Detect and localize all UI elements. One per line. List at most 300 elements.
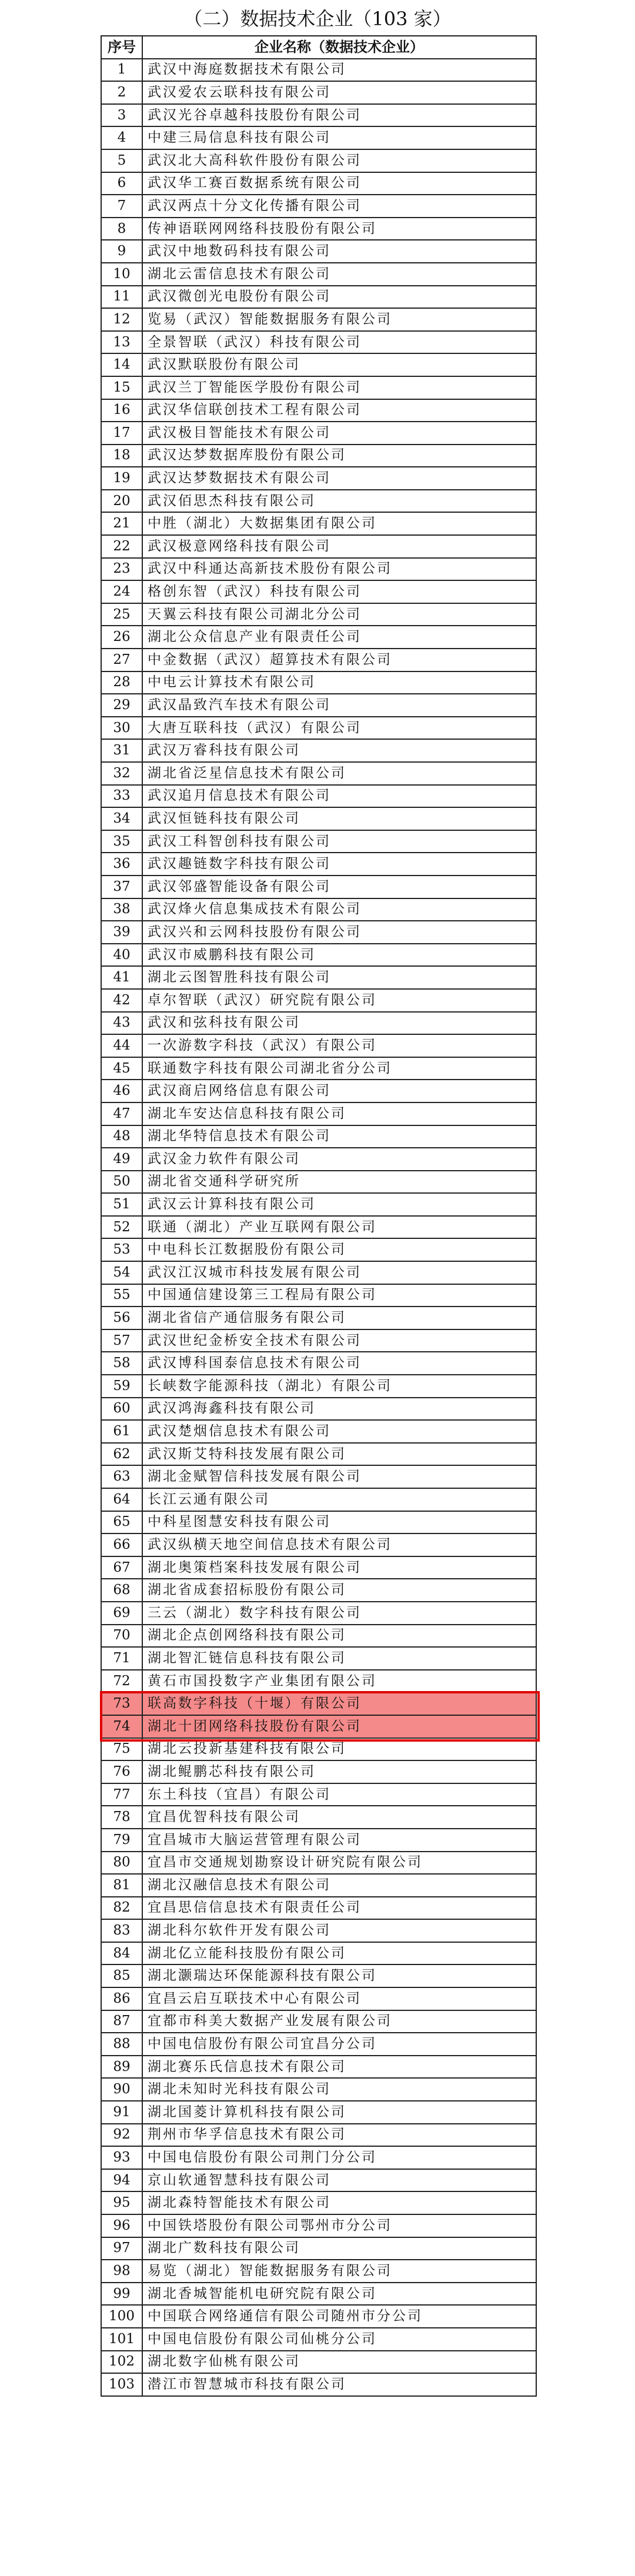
row-enterprise-name: 武汉华信联创技术工程有限公司 xyxy=(142,399,536,422)
row-enterprise-name: 武汉默联股份有限公司 xyxy=(142,353,536,376)
row-serial-number: 6 xyxy=(101,172,142,195)
table-row xyxy=(101,126,536,149)
row-serial-number: 25 xyxy=(101,603,142,626)
row-enterprise-name: 中电科长江数据股份有限公司 xyxy=(142,1238,536,1261)
row-enterprise-name: 易览（湖北）智能数据服务有限公司 xyxy=(142,2260,536,2283)
row-serial-number: 76 xyxy=(101,1760,142,1783)
row-serial-number: 30 xyxy=(101,717,142,740)
table-row xyxy=(101,1987,536,2010)
row-serial-number: 4 xyxy=(101,126,142,149)
table-row xyxy=(101,2237,536,2260)
row-serial-number: 26 xyxy=(101,626,142,649)
row-enterprise-name: 湖北亿立能科技股份有限公司 xyxy=(142,1942,536,1965)
row-serial-number: 20 xyxy=(101,490,142,513)
row-serial-number: 54 xyxy=(101,1261,142,1284)
row-serial-number: 99 xyxy=(101,2283,142,2306)
row-enterprise-name: 武汉金力软件有限公司 xyxy=(142,1148,536,1171)
row-serial-number: 3 xyxy=(101,104,142,127)
row-enterprise-name: 一次游数字科技（武汉）有限公司 xyxy=(142,1034,536,1057)
row-serial-number: 66 xyxy=(101,1533,142,1556)
row-enterprise-name: 全景智联（武汉）科技有限公司 xyxy=(142,331,536,354)
table-row xyxy=(101,2191,536,2214)
row-enterprise-name: 武汉和弦科技有限公司 xyxy=(142,1012,536,1035)
row-enterprise-name: 湖北灏瑞达环保能源科技有限公司 xyxy=(142,1964,536,1987)
row-serial-number: 12 xyxy=(101,308,142,331)
row-serial-number: 42 xyxy=(101,989,142,1012)
row-serial-number: 18 xyxy=(101,445,142,467)
row-serial-number: 2 xyxy=(101,81,142,104)
row-serial-number: 59 xyxy=(101,1375,142,1398)
header-enterprise-name: 企业名称（数据技术企业） xyxy=(142,36,536,59)
row-enterprise-name: 武汉达梦数据技术有限公司 xyxy=(142,467,536,490)
row-enterprise-name: 湖北汉融信息技术有限公司 xyxy=(142,1874,536,1897)
row-serial-number: 77 xyxy=(101,1783,142,1806)
row-enterprise-name: 湖北企点创网络科技有限公司 xyxy=(142,1625,536,1648)
row-serial-number: 35 xyxy=(101,830,142,853)
table-row xyxy=(101,1579,536,1602)
row-serial-number: 60 xyxy=(101,1398,142,1421)
row-serial-number: 84 xyxy=(101,1942,142,1965)
row-serial-number: 43 xyxy=(101,1012,142,1035)
row-enterprise-name: 武汉光谷卓越科技股份有限公司 xyxy=(142,104,536,127)
row-serial-number: 69 xyxy=(101,1602,142,1625)
row-serial-number: 81 xyxy=(101,1874,142,1897)
row-enterprise-name: 览易（武汉）智能数据服务有限公司 xyxy=(142,308,536,331)
row-serial-number: 39 xyxy=(101,921,142,944)
table-row xyxy=(101,2260,536,2283)
table-row xyxy=(101,1670,536,1693)
row-serial-number: 49 xyxy=(101,1148,142,1171)
row-enterprise-name: 武汉鸿海鑫科技有限公司 xyxy=(142,1398,536,1421)
row-enterprise-name: 武汉北大高科软件股份有限公司 xyxy=(142,149,536,172)
row-serial-number: 5 xyxy=(101,149,142,172)
row-serial-number: 24 xyxy=(101,580,142,603)
row-enterprise-name: 宜都市科美大数据产业发展有限公司 xyxy=(142,2010,536,2033)
row-serial-number: 103 xyxy=(101,2373,142,2396)
row-serial-number: 61 xyxy=(101,1420,142,1443)
row-enterprise-name: 长峡数字能源科技（湖北）有限公司 xyxy=(142,1375,536,1398)
table-row xyxy=(101,1738,536,1761)
table-row xyxy=(101,399,536,422)
table-row xyxy=(101,1080,536,1102)
table-row xyxy=(101,218,536,240)
table-row xyxy=(101,1375,536,1398)
row-serial-number: 73 xyxy=(101,1692,142,1715)
row-serial-number: 37 xyxy=(101,876,142,898)
row-enterprise-name: 湖北云雷信息技术有限公司 xyxy=(142,263,536,286)
table-row xyxy=(101,1625,536,1648)
row-serial-number: 65 xyxy=(101,1511,142,1534)
row-enterprise-name: 武汉爱农云联科技有限公司 xyxy=(142,81,536,104)
table-row xyxy=(101,2169,536,2192)
table-row xyxy=(101,966,536,989)
table-row xyxy=(101,535,536,558)
row-serial-number: 82 xyxy=(101,1897,142,1920)
table-row xyxy=(101,876,536,898)
row-enterprise-name: 中国通信建设第三工程局有限公司 xyxy=(142,1284,536,1307)
row-enterprise-name: 长江云通有限公司 xyxy=(142,1488,536,1511)
row-serial-number: 68 xyxy=(101,1579,142,1602)
row-enterprise-name: 湖北森特智能技术有限公司 xyxy=(142,2191,536,2214)
row-enterprise-name: 武汉世纪金桥安全技术有限公司 xyxy=(142,1329,536,1352)
table-body xyxy=(101,59,536,2396)
table-row xyxy=(101,558,536,581)
table-row xyxy=(101,2056,536,2079)
row-enterprise-name: 中建三局信息科技有限公司 xyxy=(142,126,536,149)
row-serial-number: 67 xyxy=(101,1556,142,1579)
row-serial-number: 75 xyxy=(101,1738,142,1761)
row-serial-number: 78 xyxy=(101,1806,142,1829)
table-row xyxy=(101,1012,536,1035)
table-row xyxy=(101,2033,536,2056)
row-serial-number: 48 xyxy=(101,1125,142,1148)
row-serial-number: 101 xyxy=(101,2328,142,2351)
table-row xyxy=(101,762,536,785)
table-row xyxy=(101,172,536,195)
table-row xyxy=(101,989,536,1012)
row-serial-number: 70 xyxy=(101,1625,142,1648)
row-serial-number: 28 xyxy=(101,671,142,694)
row-serial-number: 22 xyxy=(101,535,142,558)
table-row xyxy=(101,2101,536,2124)
row-serial-number: 50 xyxy=(101,1171,142,1194)
row-serial-number: 45 xyxy=(101,1057,142,1080)
row-enterprise-name: 中科星图慧安科技有限公司 xyxy=(142,1511,536,1534)
header-serial-number: 序号 xyxy=(101,36,142,59)
row-serial-number: 32 xyxy=(101,762,142,785)
row-serial-number: 44 xyxy=(101,1034,142,1057)
table-row xyxy=(101,1102,536,1125)
row-serial-number: 88 xyxy=(101,2033,142,2056)
table-row xyxy=(101,2351,536,2374)
row-enterprise-name: 武汉中地数码科技有限公司 xyxy=(142,240,536,263)
row-enterprise-name: 武汉晶致汽车技术有限公司 xyxy=(142,694,536,717)
row-serial-number: 93 xyxy=(101,2146,142,2169)
row-serial-number: 80 xyxy=(101,1852,142,1875)
row-enterprise-name: 武汉恒链科技有限公司 xyxy=(142,807,536,830)
row-enterprise-name: 中金数据（武汉）超算技术有限公司 xyxy=(142,649,536,671)
table-row xyxy=(101,2078,536,2101)
row-serial-number: 57 xyxy=(101,1329,142,1352)
row-serial-number: 74 xyxy=(101,1715,142,1738)
table-row xyxy=(101,1148,536,1171)
table-row xyxy=(101,921,536,944)
row-enterprise-name: 湖北公众信息产业有限责任公司 xyxy=(142,626,536,649)
row-enterprise-name: 武汉追月信息技术有限公司 xyxy=(142,785,536,808)
row-serial-number: 14 xyxy=(101,353,142,376)
table-row xyxy=(101,59,536,82)
row-serial-number: 97 xyxy=(101,2237,142,2260)
row-serial-number: 1 xyxy=(101,59,142,82)
table-row xyxy=(101,1216,536,1239)
row-serial-number: 72 xyxy=(101,1670,142,1693)
row-serial-number: 15 xyxy=(101,376,142,399)
table-row xyxy=(101,512,536,535)
row-enterprise-name: 湖北省成套招标股份有限公司 xyxy=(142,1579,536,1602)
row-enterprise-name: 湖北云图智胜科技有限公司 xyxy=(142,966,536,989)
table-row xyxy=(101,603,536,626)
row-serial-number: 51 xyxy=(101,1193,142,1216)
table-row xyxy=(101,104,536,127)
row-serial-number: 102 xyxy=(101,2351,142,2374)
row-serial-number: 38 xyxy=(101,898,142,921)
table-row xyxy=(101,331,536,354)
row-enterprise-name: 武汉兰丁智能医学股份有限公司 xyxy=(142,376,536,399)
table-row xyxy=(101,1874,536,1897)
table-row xyxy=(101,1964,536,1987)
table-row xyxy=(101,694,536,717)
row-enterprise-name: 武汉纵横天地空间信息技术有限公司 xyxy=(142,1533,536,1556)
table-row xyxy=(101,626,536,649)
row-enterprise-name: 武汉市威鹏科技有限公司 xyxy=(142,944,536,967)
table-row xyxy=(101,376,536,399)
table-row xyxy=(101,1171,536,1194)
row-enterprise-name: 湖北数字仙桃有限公司 xyxy=(142,2351,536,2374)
row-serial-number: 27 xyxy=(101,649,142,671)
table-row xyxy=(101,2305,536,2328)
row-serial-number: 11 xyxy=(101,286,142,309)
table-row xyxy=(101,1556,536,1579)
row-enterprise-name: 湖北十团网络科技股份有限公司 xyxy=(142,1715,536,1738)
row-serial-number: 58 xyxy=(101,1352,142,1375)
table-row xyxy=(101,467,536,490)
row-enterprise-name: 京山软通智慧科技有限公司 xyxy=(142,2169,536,2192)
table-row xyxy=(101,1852,536,1875)
table-row xyxy=(101,1760,536,1783)
table-row xyxy=(101,2283,536,2306)
table-row xyxy=(101,2010,536,2033)
row-enterprise-name: 大唐互联科技（武汉）有限公司 xyxy=(142,717,536,740)
row-enterprise-name: 宜昌思信信息技术有限责任公司 xyxy=(142,1897,536,1920)
row-serial-number: 29 xyxy=(101,694,142,717)
row-enterprise-name: 武汉烽火信息集成技术有限公司 xyxy=(142,898,536,921)
row-enterprise-name: 武汉中海庭数据技术有限公司 xyxy=(142,59,536,82)
row-serial-number: 17 xyxy=(101,422,142,445)
row-enterprise-name: 天翼云科技有限公司湖北分公司 xyxy=(142,603,536,626)
row-serial-number: 31 xyxy=(101,739,142,762)
table-row xyxy=(101,2146,536,2169)
table-row xyxy=(101,1057,536,1080)
table-row xyxy=(101,580,536,603)
row-enterprise-name: 湖北科尔软件开发有限公司 xyxy=(142,1919,536,1942)
row-serial-number: 98 xyxy=(101,2260,142,2283)
row-enterprise-name: 湖北国菱计算机科技有限公司 xyxy=(142,2101,536,2124)
table-row xyxy=(101,490,536,513)
row-serial-number: 34 xyxy=(101,807,142,830)
row-enterprise-name: 湖北车安达信息科技有限公司 xyxy=(142,1102,536,1125)
row-enterprise-name: 三云（湖北）数字科技有限公司 xyxy=(142,1602,536,1625)
row-serial-number: 47 xyxy=(101,1102,142,1125)
row-enterprise-name: 湖北省交通科学研究所 xyxy=(142,1171,536,1194)
row-serial-number: 89 xyxy=(101,2056,142,2079)
table-row xyxy=(101,785,536,808)
table-row xyxy=(101,308,536,331)
row-serial-number: 19 xyxy=(101,467,142,490)
table-row xyxy=(101,2124,536,2147)
table-row xyxy=(101,807,536,830)
table-row xyxy=(101,717,536,740)
row-enterprise-name: 武汉工科智创科技有限公司 xyxy=(142,830,536,853)
row-serial-number: 46 xyxy=(101,1080,142,1102)
table-row xyxy=(101,195,536,218)
row-enterprise-name: 武汉中科通达高新技术股份有限公司 xyxy=(142,558,536,581)
table-row xyxy=(101,2373,536,2396)
row-enterprise-name: 湖北省泛星信息技术有限公司 xyxy=(142,762,536,785)
row-serial-number: 52 xyxy=(101,1216,142,1239)
row-enterprise-name: 武汉两点十分文化传播有限公司 xyxy=(142,195,536,218)
row-enterprise-name: 湖北省信产通信服务有限公司 xyxy=(142,1307,536,1329)
row-enterprise-name: 武汉万睿科技有限公司 xyxy=(142,739,536,762)
table-row xyxy=(101,2214,536,2237)
row-enterprise-name: 武汉邻盛智能设备有限公司 xyxy=(142,876,536,898)
row-serial-number: 90 xyxy=(101,2078,142,2101)
table-row xyxy=(101,1193,536,1216)
row-serial-number: 92 xyxy=(101,2124,142,2147)
row-serial-number: 56 xyxy=(101,1307,142,1329)
row-serial-number: 36 xyxy=(101,853,142,876)
row-serial-number: 95 xyxy=(101,2191,142,2214)
row-serial-number: 33 xyxy=(101,785,142,808)
row-serial-number: 16 xyxy=(101,399,142,422)
row-serial-number: 13 xyxy=(101,331,142,354)
table-row xyxy=(101,853,536,876)
table-row xyxy=(101,1238,536,1261)
row-enterprise-name: 武汉商启网络信息有限公司 xyxy=(142,1080,536,1102)
table-row xyxy=(101,1488,536,1511)
row-enterprise-name: 黄石市国投数字产业集团有限公司 xyxy=(142,1670,536,1693)
row-serial-number: 41 xyxy=(101,966,142,989)
table-row xyxy=(101,240,536,263)
table-header-row xyxy=(101,36,536,59)
row-serial-number: 94 xyxy=(101,2169,142,2192)
table-row xyxy=(101,2328,536,2351)
row-enterprise-name: 武汉趣链数字科技有限公司 xyxy=(142,853,536,876)
table-row xyxy=(101,649,536,671)
row-serial-number: 7 xyxy=(101,195,142,218)
row-enterprise-name: 联通数字科技有限公司湖北省分公司 xyxy=(142,1057,536,1080)
table-row xyxy=(101,1125,536,1148)
row-enterprise-name: 湖北未知时光科技有限公司 xyxy=(142,2078,536,2101)
row-enterprise-name: 东土科技（宜昌）有限公司 xyxy=(142,1783,536,1806)
row-enterprise-name: 武汉兴和云网科技股份有限公司 xyxy=(142,921,536,944)
row-serial-number: 10 xyxy=(101,263,142,286)
row-serial-number: 21 xyxy=(101,512,142,535)
row-enterprise-name: 湖北云投新基建科技有限公司 xyxy=(142,1738,536,1761)
row-enterprise-name: 宜昌市交通规划勘察设计研究院有限公司 xyxy=(142,1852,536,1875)
table-row xyxy=(101,149,536,172)
row-enterprise-name: 湖北华特信息技术有限公司 xyxy=(142,1125,536,1148)
table-row xyxy=(101,263,536,286)
row-serial-number: 91 xyxy=(101,2101,142,2124)
row-enterprise-name: 武汉斯艾特科技发展有限公司 xyxy=(142,1443,536,1466)
table-row xyxy=(101,422,536,445)
row-enterprise-name: 荆州市华孚信息技术有限公司 xyxy=(142,2124,536,2147)
row-serial-number: 53 xyxy=(101,1238,142,1261)
row-enterprise-name: 宜昌城市大脑运营管理有限公司 xyxy=(142,1829,536,1852)
row-enterprise-name: 宜昌云启互联技术中心有限公司 xyxy=(142,1987,536,2010)
row-enterprise-name: 湖北赛乐氏信息技术有限公司 xyxy=(142,2056,536,2079)
row-enterprise-name: 湖北奥策档案科技发展有限公司 xyxy=(142,1556,536,1579)
row-serial-number: 23 xyxy=(101,558,142,581)
enterprise-table xyxy=(101,35,537,2397)
page-title: （二）数据技术企业（103 家） xyxy=(183,8,452,30)
table-row xyxy=(101,1398,536,1421)
table-row xyxy=(101,1692,536,1715)
row-serial-number: 96 xyxy=(101,2214,142,2237)
table-row xyxy=(101,81,536,104)
row-serial-number: 9 xyxy=(101,240,142,263)
row-serial-number: 62 xyxy=(101,1443,142,1466)
row-serial-number: 85 xyxy=(101,1964,142,1987)
row-serial-number: 100 xyxy=(101,2305,142,2328)
row-enterprise-name: 中国电信股份有限公司荆门分公司 xyxy=(142,2146,536,2169)
table-row xyxy=(101,1034,536,1057)
row-serial-number: 83 xyxy=(101,1919,142,1942)
row-enterprise-name: 武汉微创光电股份有限公司 xyxy=(142,286,536,309)
row-serial-number: 8 xyxy=(101,218,142,240)
row-enterprise-name: 武汉达梦数据库股份有限公司 xyxy=(142,445,536,467)
table-row xyxy=(101,1352,536,1375)
row-enterprise-name: 联高数字科技（十堰）有限公司 xyxy=(142,1692,536,1715)
row-enterprise-name: 中国联合网络通信有限公司随州市分公司 xyxy=(142,2305,536,2328)
row-enterprise-name: 宜昌优智科技有限公司 xyxy=(142,1806,536,1829)
table-row xyxy=(101,830,536,853)
table-row xyxy=(101,1329,536,1352)
table-row xyxy=(101,739,536,762)
table-row xyxy=(101,671,536,694)
table-row xyxy=(101,1420,536,1443)
row-enterprise-name: 湖北广数科技有限公司 xyxy=(142,2237,536,2260)
table-row xyxy=(101,1919,536,1942)
row-serial-number: 86 xyxy=(101,1987,142,2010)
row-enterprise-name: 中电云计算技术有限公司 xyxy=(142,671,536,694)
row-enterprise-name: 湖北金赋智信科技发展有限公司 xyxy=(142,1465,536,1488)
row-enterprise-name: 中国铁塔股份有限公司鄂州市分公司 xyxy=(142,2214,536,2237)
row-enterprise-name: 湖北鲲鹏芯科技有限公司 xyxy=(142,1760,536,1783)
row-enterprise-name: 武汉博科国泰信息技术有限公司 xyxy=(142,1352,536,1375)
table-row xyxy=(101,1307,536,1329)
row-enterprise-name: 传神语联网网络科技股份有限公司 xyxy=(142,218,536,240)
table-row xyxy=(101,1715,536,1738)
row-enterprise-name: 湖北香城智能机电研究院有限公司 xyxy=(142,2283,536,2306)
table-row xyxy=(101,1647,536,1670)
row-serial-number: 87 xyxy=(101,2010,142,2033)
row-enterprise-name: 武汉极意网络科技有限公司 xyxy=(142,535,536,558)
table-row xyxy=(101,1533,536,1556)
table-row xyxy=(101,286,536,309)
row-enterprise-name: 武汉江汉城市科技发展有限公司 xyxy=(142,1261,536,1284)
row-enterprise-name: 卓尔智联（武汉）研究院有限公司 xyxy=(142,989,536,1012)
row-enterprise-name: 武汉云计算科技有限公司 xyxy=(142,1193,536,1216)
table-row xyxy=(101,1942,536,1965)
table-row xyxy=(101,1829,536,1852)
row-enterprise-name: 武汉佰思杰科技有限公司 xyxy=(142,490,536,513)
row-serial-number: 63 xyxy=(101,1465,142,1488)
row-enterprise-name: 中国电信股份有限公司仙桃分公司 xyxy=(142,2328,536,2351)
row-enterprise-name: 武汉华工赛百数据系统有限公司 xyxy=(142,172,536,195)
row-enterprise-name: 湖北智汇链信息科技有限公司 xyxy=(142,1647,536,1670)
row-enterprise-name: 联通（湖北）产业互联网有限公司 xyxy=(142,1216,536,1239)
table-row xyxy=(101,1806,536,1829)
table-row xyxy=(101,1443,536,1466)
row-serial-number: 64 xyxy=(101,1488,142,1511)
table-row xyxy=(101,1602,536,1625)
row-enterprise-name: 武汉极目智能技术有限公司 xyxy=(142,422,536,445)
row-serial-number: 40 xyxy=(101,944,142,967)
table-row xyxy=(101,1897,536,1920)
row-serial-number: 71 xyxy=(101,1647,142,1670)
table-row xyxy=(101,445,536,467)
